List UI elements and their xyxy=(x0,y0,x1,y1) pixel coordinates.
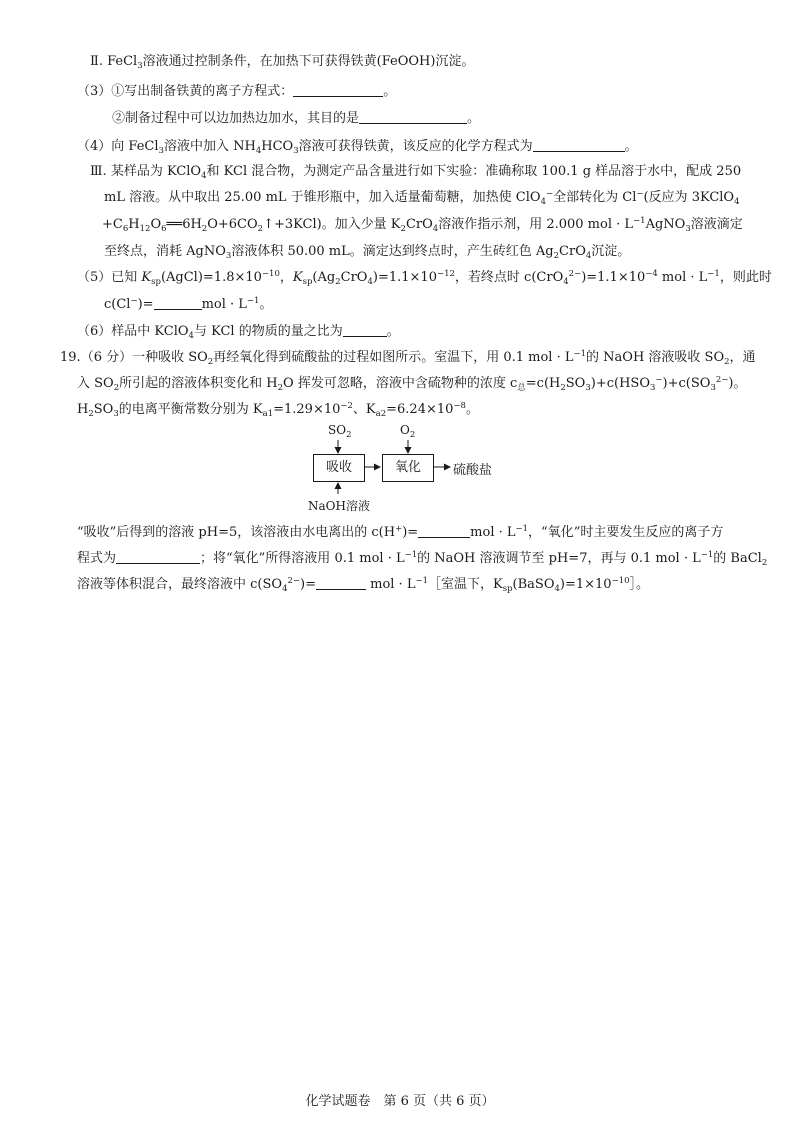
so2-label: $SO_2$ xyxy=(328,423,352,440)
part-numeral: Ⅲ. xyxy=(90,164,107,179)
question-5: （5）已知 $K_{sp}(AgCl)=1.8\times 10^{-10}$，$K_{sp}(Ag_2CrO_4)=1.1\times 10^{-12}$，若终点时 $c(CrO_4^{2-})=1.1\times 10^{-4}$ mol · $L^{-1}$，则此时 xyxy=(77,269,772,287)
answer-blank[interactable] xyxy=(116,550,200,564)
question-19b-line2: 程式为 ；将“氧化”所得溶液用 0.1 mol · $L^{-1}$的 NaOH 溶液调节至 pH=7，再与 0.1 mol · $L^{-1}$的 BaCl$_2$ xyxy=(77,550,768,568)
question-6: （6）样品中 KClO$_4$与 KCl 的物质的量之比为 。 xyxy=(77,324,400,341)
sulfate-label: 硫酸盐 xyxy=(453,463,493,478)
part2-line: Ⅱ. FeCl$_3$溶液通过控制条件，在加热下可获得铁黄(FeOOH)沉淀。 xyxy=(90,54,475,71)
question-4: （4）向 FeCl$_3$溶液中加入 $NH_4HCO_3$溶液可获得铁黄，该反应的化学方程式为 。 xyxy=(77,139,638,156)
question-3a: （3）①写出制备铁黄的离子方程式： 。 xyxy=(77,84,397,99)
question-19-line3: $H_2SO_3$的电离平衡常数分别为 $K_{a1}=1.29\times 10^{-2}$、$K_{a2}=6.24\times 10^{-8}$。 xyxy=(77,401,479,419)
naoh-label: NaOH溶液 xyxy=(308,499,370,513)
part3-line4: 至终点，消耗 AgNO$_3$溶液体积 50.00 mL。滴定达到终点时，产生砖红色 $Ag_2CrO_4$沉淀。 xyxy=(104,244,631,261)
question-3b: ②制备过程中可以边加热边加水，其目的是 。 xyxy=(112,111,481,126)
question-19b-line1: “吸收”后得到的溶液 pH=5，该溶液由水电离出的 c(H+)= mol · $L^{-1}$，“氧化”时主要发生反应的离子方 xyxy=(77,524,724,540)
page-footer: 化学试题卷 第 6 页（共 6 页） xyxy=(305,1094,495,1109)
part3-line3: $+C_6H_{12}O_6══6H_2O+6CO_2↑+3KCl$)。加入少量 $K_2CrO_4$溶液作指示剂，用 2.000 mol · $L^{-1}AgNO_3$溶液滴定 xyxy=(102,216,743,234)
oxidize-box: 氧化 xyxy=(382,454,434,482)
diagram-arrows xyxy=(0,0,800,520)
question-5-line2: c(Cl−)= mol · $L^{-1}$。 xyxy=(104,296,273,312)
question-number: 19. xyxy=(60,350,81,365)
answer-blank[interactable] xyxy=(418,524,470,538)
question-19b-line3: 溶液等体积混合，最终溶液中 $c(SO_4^{2-})=$ mol · $L^{-1}[$室温下，$K_{sp}(BaSO_4)=1\times 10^{-10}]$。 xyxy=(77,576,650,594)
question-number: （3） xyxy=(77,84,112,99)
question-19-line1: 19.（6 分）一种吸收 $SO_2$再经氧化得到硫酸盐的过程如图所示。室温下，用 0.1 mol · $L^{-1}$的 NaOH 溶液吸收 $SO_2$，通 xyxy=(60,349,756,367)
part-numeral: Ⅱ. xyxy=(90,54,103,69)
question-number: （6） xyxy=(77,324,112,339)
question-19-line2: 入 $SO_2$所引起的溶液体积变化和 $H_2O$ 挥发可忽略，溶液中含硫物种的浓度 $c_总=c(H_2SO_3)+c(HSO_3^-)+c(SO_3^{2-})$。 xyxy=(77,375,747,393)
answer-blank[interactable] xyxy=(316,576,366,590)
absorb-box: 吸收 xyxy=(313,454,365,482)
o2-label: $O_2$ xyxy=(400,423,416,440)
question-number: （4） xyxy=(77,139,112,154)
question-number: （5） xyxy=(77,270,112,285)
part3-line1: Ⅲ. 某样品为 KClO$_4$和 KCl 混合物，为测定产品含量进行如下实验：准确称取 100.1 g 样品溶于水中，配成 250 xyxy=(90,164,742,181)
part3-line2: mL 溶液。从中取出 25.00 mL 于锥形瓶中，加入适量葡萄糖，加热使 ClO$_4$−全部转化为 Cl−(反应为 3KClO$_4$ xyxy=(104,189,740,207)
